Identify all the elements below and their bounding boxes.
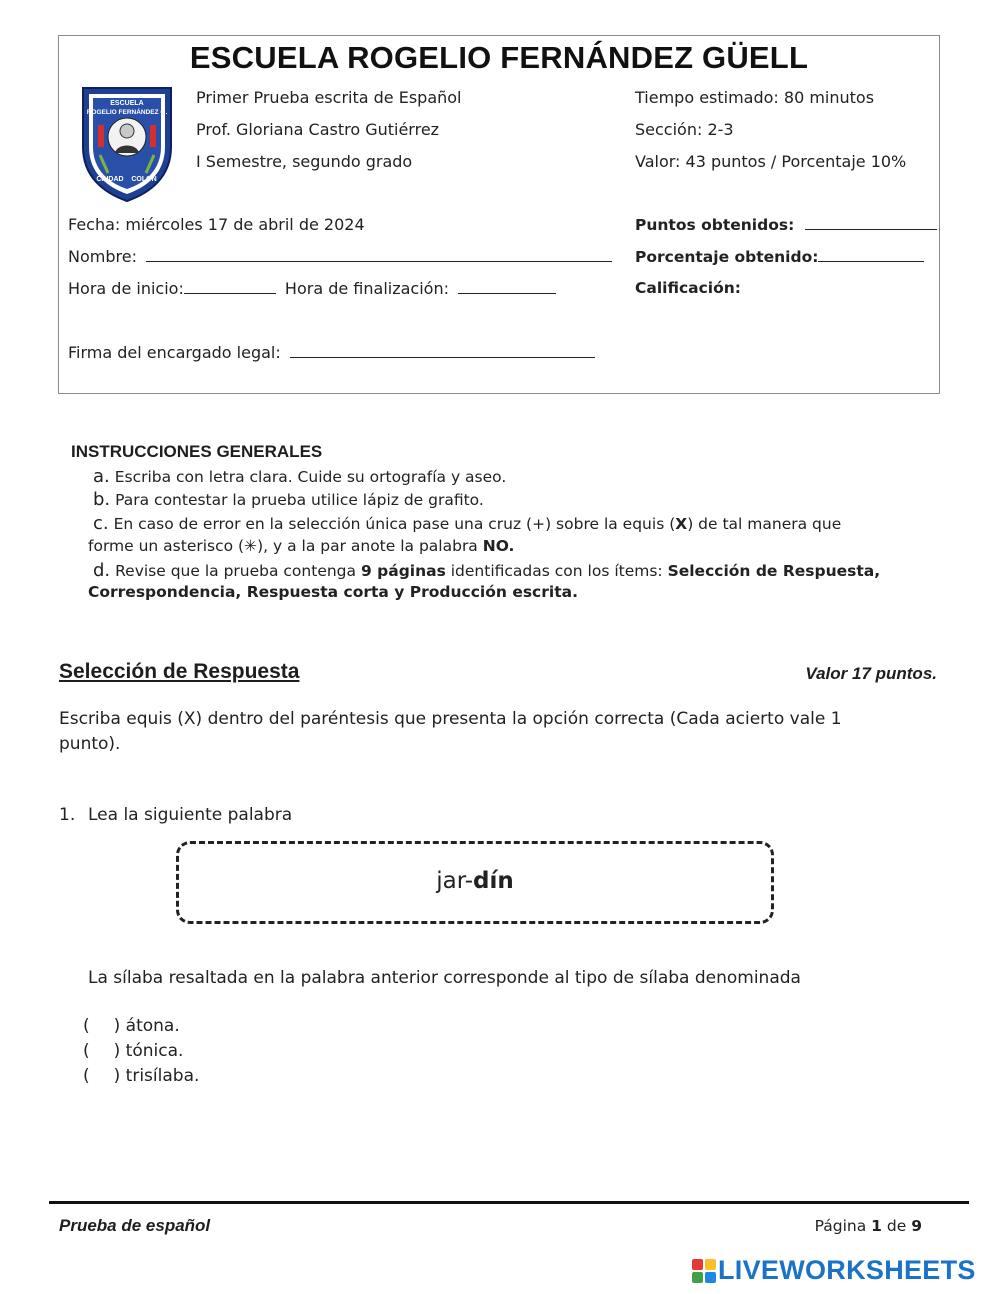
question-statement: La sílaba resaltada en la palabra anterior corresponde al tipo de sílaba denominada — [88, 968, 801, 988]
instruction-d-letter: d. — [93, 560, 111, 581]
points-label: Puntos obtenidos: — [635, 216, 795, 234]
grade-semester: I Semestre, segundo grado — [196, 152, 413, 171]
exam-value: Valor: 43 puntos / Porcentaje 10% — [635, 152, 907, 171]
liveworksheets-logo-icon — [692, 1259, 716, 1283]
name-blank[interactable] — [146, 247, 612, 262]
name-field-row — [68, 247, 612, 266]
instruction-c — [93, 513, 841, 534]
option-label: ) átona. — [113, 1016, 180, 1036]
instruction-b-text: Para contestar la prueba utilice lápiz de grafito. — [115, 491, 484, 509]
crest-text-ciudad: CIUDAD — [96, 176, 124, 183]
points-field-row — [635, 215, 937, 234]
logo-square-red — [692, 1259, 703, 1270]
instruction-a-letter: a. — [93, 466, 110, 487]
instruction-d-text-1: Revise que la prueba contenga — [115, 562, 361, 580]
answer-option-tonica[interactable] — [83, 1041, 183, 1061]
instruction-c-text-3: forme un asterisco (✳), y a la par anote la palabra — [88, 537, 483, 555]
instruction-c-no: NO. — [482, 537, 515, 555]
option-label: ) trisílaba. — [113, 1066, 200, 1086]
question-prompt: Lea la siguiente palabra — [88, 805, 293, 825]
instruction-c-letter: c. — [93, 513, 109, 534]
liveworksheets-wordmark: LIVEWORKSHEETS — [718, 1255, 976, 1285]
end-time-label: Hora de finalización: — [284, 279, 449, 298]
option-paren: ( — [83, 1016, 90, 1036]
section-instruction-line-1: Escriba equis (X) dentro del paréntesis que presenta la opción correcta (Cada acierto vale 1 — [59, 709, 842, 729]
name-label: Nombre: — [68, 247, 137, 266]
option-paren: ( — [83, 1041, 90, 1061]
answer-option-trisilaba[interactable] — [83, 1066, 199, 1086]
instruction-d-pages: 9 páginas — [360, 562, 446, 580]
instruction-a-text: Escriba con letra clara. Cuide su ortografía y aseo. — [114, 468, 507, 486]
signature-label: Firma del encargado legal: — [68, 343, 281, 362]
signature-blank[interactable] — [290, 343, 595, 358]
percentage-field-row — [635, 247, 924, 266]
instruction-c-x: X — [675, 515, 688, 533]
start-time-label: Hora de inicio: — [68, 279, 184, 298]
instruction-c-text-2: ) de tal manera que — [687, 515, 842, 533]
option-label: ) tónica. — [113, 1041, 184, 1061]
instruction-c-continued — [88, 537, 514, 555]
start-time-blank[interactable] — [184, 279, 276, 294]
instruction-d-items-1: Selección de Respuesta, — [667, 562, 881, 580]
instruction-d-text-2: identificadas con los ítems: — [445, 562, 668, 580]
page-prefix: Página — [814, 1217, 872, 1235]
logo-square-green — [692, 1272, 703, 1283]
estimated-time: Tiempo estimado: 80 minutos — [635, 88, 875, 107]
section-group: Sección: 2-3 — [635, 120, 734, 139]
percentage-label: Porcentaje obtenido: — [635, 248, 819, 266]
exam-name: Primer Prueba escrita de Español — [196, 88, 462, 107]
logo-square-blue — [705, 1272, 716, 1283]
instruction-a — [93, 466, 506, 487]
school-name: ESCUELA ROGELIO FERNÁNDEZ GÜELL — [189, 40, 809, 75]
word-highlighted-syllable: dín — [473, 868, 514, 894]
points-blank[interactable] — [805, 215, 937, 230]
end-time-blank[interactable] — [458, 279, 556, 294]
percentage-blank[interactable] — [818, 247, 924, 262]
signature-field-row — [68, 343, 595, 362]
option-paren: ( — [83, 1066, 90, 1086]
instructions-title: INSTRUCCIONES GENERALES — [71, 442, 323, 461]
liveworksheets-branding[interactable] — [692, 1255, 976, 1286]
crest-text-colon: COLON — [131, 176, 157, 183]
answer-option-atona[interactable] — [83, 1016, 180, 1036]
teacher-name: Prof. Gloriana Castro Gutiérrez — [196, 120, 440, 139]
page-total: 9 — [911, 1217, 922, 1235]
page-indicator — [815, 1217, 922, 1235]
footer-divider — [49, 1201, 969, 1204]
instruction-d — [93, 560, 880, 581]
crest-text-name: ROGELIO FERNÁNDEZ G. — [86, 109, 168, 116]
instruction-c-text-1: En caso de error en la selección única pase una cruz (+) sobre la equis ( — [113, 515, 676, 533]
question-number: 1. — [59, 805, 76, 825]
footer-exam-name: Prueba de español — [59, 1216, 211, 1235]
section-title: Selección de Respuesta — [59, 660, 300, 683]
page-current: 1 — [871, 1217, 882, 1235]
school-crest-logo — [80, 85, 174, 203]
exam-date: Fecha: miércoles 17 de abril de 2024 — [68, 215, 365, 234]
section-instruction-line-2: punto). — [59, 734, 121, 754]
instruction-d-items-2: Correspondencia, Respuesta corta y Producción escrita. — [88, 583, 578, 601]
instruction-b-letter: b. — [93, 489, 111, 510]
logo-square-yellow — [705, 1259, 716, 1270]
word-plain-part: jar- — [436, 868, 474, 894]
crest-text-escuela: ESCUELA — [110, 100, 144, 107]
section-value: Valor 17 puntos. — [805, 664, 937, 683]
time-field-row — [68, 279, 556, 298]
grade-label: Calificación: — [635, 279, 741, 297]
page-mid: de — [881, 1217, 912, 1235]
word-display — [176, 868, 774, 894]
instruction-b — [93, 489, 484, 510]
